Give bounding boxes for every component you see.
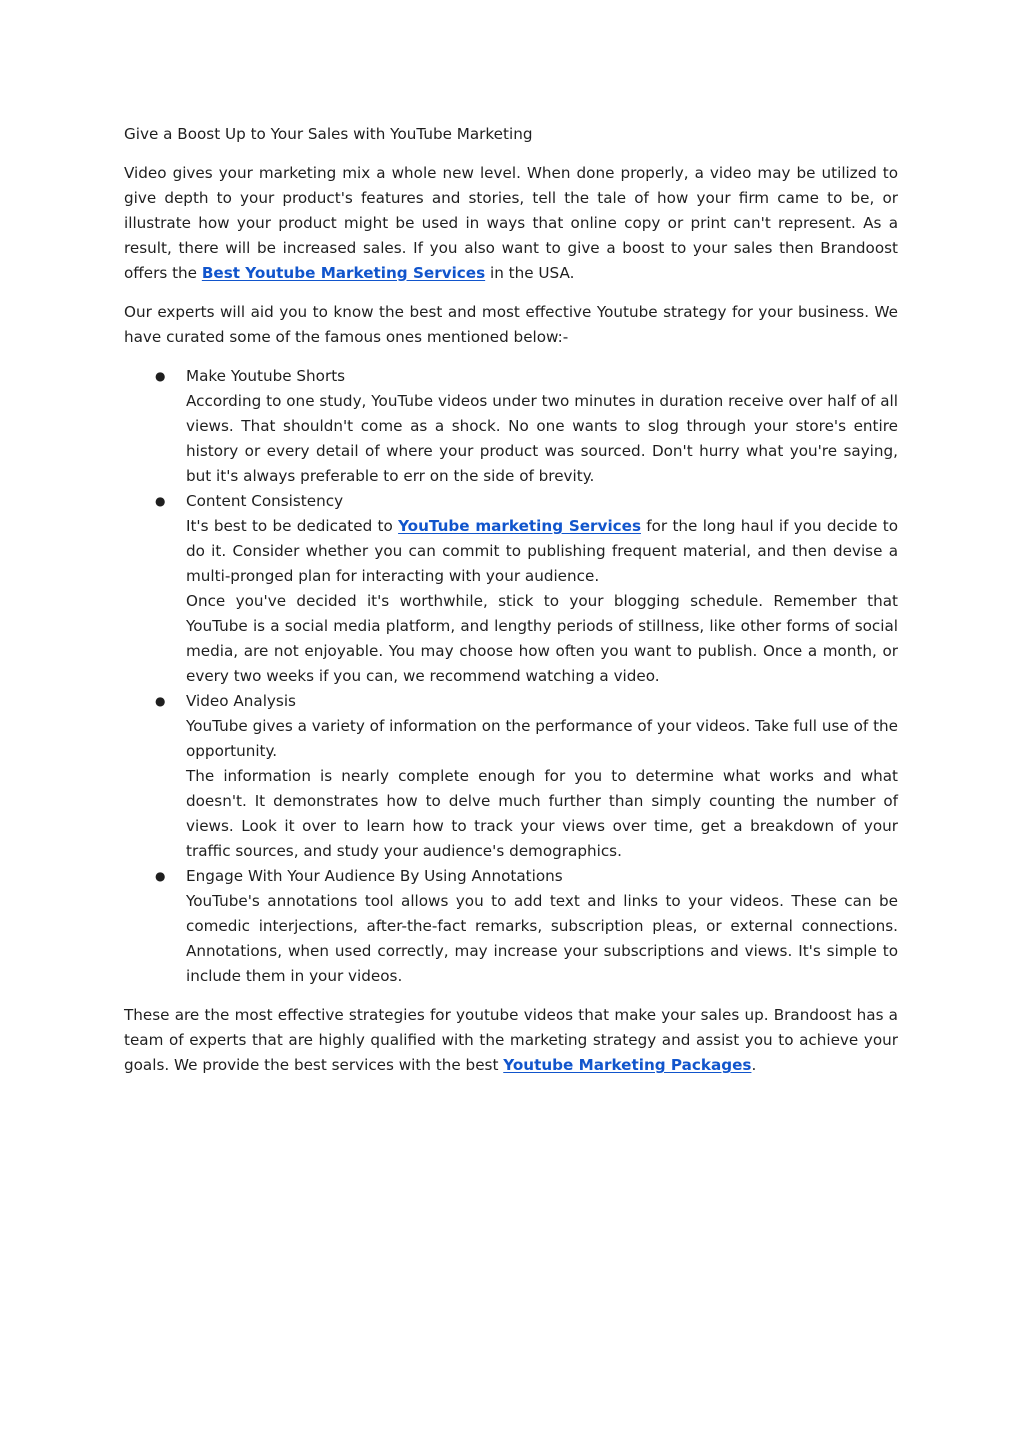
intro-paragraph — [124, 161, 898, 286]
closing-text: These are the most effective strategies for youtube videos that make your sales up. Brandoost has a team of experts that are highly qualified with the marketing strategy and assist you to achieve your goals. We provide the best services with the best — [124, 1006, 898, 1074]
list-item-heading: Make Youtube Shorts — [186, 367, 346, 385]
list-item-heading: Engage With Your Audience By Using Annotations — [186, 867, 563, 885]
list-item-make-youtube-shorts — [124, 364, 898, 489]
youtube-marketing-packages-link[interactable]: Youtube Marketing Packages — [503, 1056, 752, 1074]
list-item-body — [186, 514, 898, 589]
list-item-video-analysis — [124, 689, 898, 864]
list-item-body-text: It's best to be dedicated to — [186, 517, 399, 535]
list-item-body: According to one study, YouTube videos under two minutes in duration receive over half of all views. That shouldn't come as a shock. No one wants to slog through your store's entire history or every detail of where your product was sourced. Don't hurry what you're saying, but it's always preferable to err on the side of brevity. — [186, 392, 898, 485]
list-item-heading: Content Consistency — [186, 492, 344, 510]
document-title: Give a Boost Up to Your Sales with YouTube Marketing — [124, 125, 533, 143]
list-item-content-consistency — [124, 489, 898, 689]
closing-paragraph — [124, 1003, 898, 1078]
closing-text-end: . — [751, 1056, 757, 1074]
document-page — [124, 122, 898, 1092]
list-item-engage-with-audience — [124, 864, 898, 989]
youtube-marketing-services-link[interactable]: YouTube marketing Services — [398, 517, 641, 535]
list-item-body: The information is nearly complete enough for you to determine what works and what doesn't. It demonstrates how to delve much further than simply counting the number of views. Look it over to learn how to track your views over time, get a breakdown of your traffic sources, and study your audience's demographics. — [186, 767, 898, 860]
list-item-heading: Video Analysis — [186, 692, 296, 710]
strategy-list — [124, 364, 898, 989]
list-item-body: Once you've decided it's worthwhile, stick to your blogging schedule. Remember that YouTube is a social media platform, and lengthy periods of stillness, like other forms of social media, are not enjoyable. You may choose how often you want to publish. Once a month, or every two weeks if you can, we recommend watching a video. — [186, 592, 898, 685]
list-item-body: YouTube gives a variety of information on the performance of your videos. Take full use of the opportunity. — [186, 717, 898, 760]
bullet-icon: ● — [155, 869, 166, 883]
experts-paragraph: Our experts will aid you to know the best and most effective Youtube strategy for your business. We have curated some of the famous ones mentioned below:- — [124, 303, 898, 346]
bullet-icon: ● — [155, 369, 166, 383]
best-youtube-marketing-services-link[interactable]: Best Youtube Marketing Services — [201, 264, 486, 282]
bullet-icon: ● — [155, 694, 166, 708]
intro-text: Video gives your marketing mix a whole new level. When done properly, a video may be utilized to give depth to your product's features and stories, tell the tale of how your firm came to be, or illustrate how your product might be used in ways that online copy or print can't represent. As a result, there will be increased sales. If you also want to give a boost to your sales then Brandoost offers the — [124, 164, 898, 282]
list-item-body: YouTube's annotations tool allows you to add text and links to your videos. These can be comedic interjections, after-the-fact remarks, subscription pleas, or external connections. Annotations, when used correctly, may increase your subscriptions and views. It's simple to include them in your videos. — [186, 892, 898, 985]
intro-text-end: in the USA. — [485, 264, 575, 282]
list-item-body-text-end: for the long haul if you decide to do it. Consider whether you can commit to publishing frequent material, and then devise a multi-pronged plan for interacting with your audience. — [186, 517, 898, 585]
bullet-icon: ● — [155, 494, 166, 508]
